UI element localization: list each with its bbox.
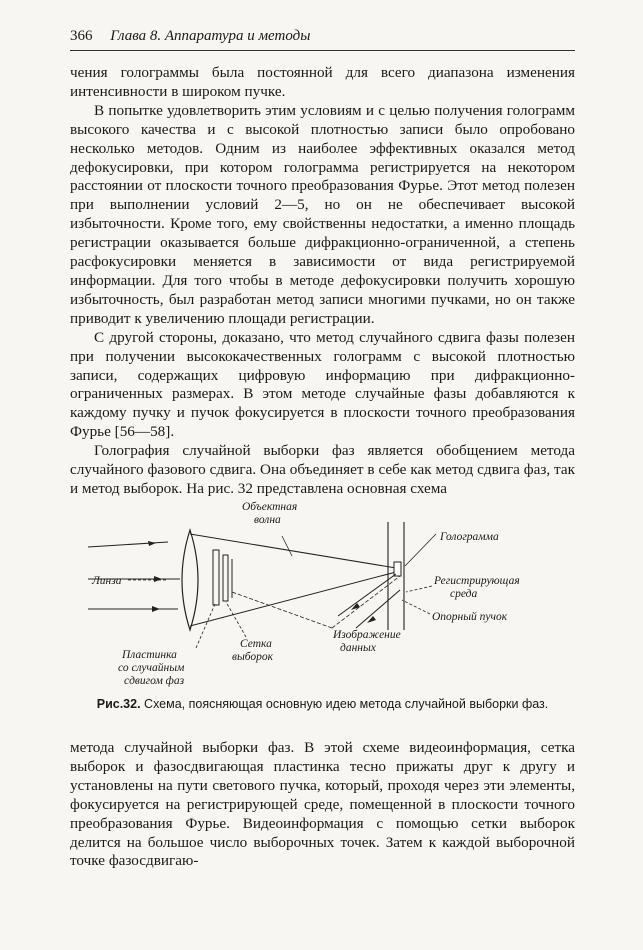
hologram-shape [394,562,401,576]
leader-grid [226,602,246,637]
label-hologram: Голограмма [440,531,499,543]
paragraph: чения голограммы была постоянной для всего диапазона изменения интенсивности в широком пучке. [70,64,575,100]
label-object-wave-1: Объектная [242,501,298,513]
chapter-title: Глава 8. Аппаратура и методы [110,28,311,44]
paragraph: метода случайной выборки фаз. В этой схеме видеоинформация, сетка выборок и фазосдвигающая пластинка тесно прижаты друг к другу и установлены на пути светового пучка, который, проходя через эти элементы, фокусируется на регистрирующей среде, помещенной в плоскости точного преобразования Фурье. Видеоинформация с помощью сетки выборок делится на большое число выборочных точек. Затем к каждой выборочной точке фазосдвигаю- [70,739,575,870]
leader-medium [406,586,432,592]
figure-caption [70,697,575,711]
label-image-2: данных [340,642,376,654]
incoming-beam-top [88,542,168,547]
label-medium-1: Регистрирующая [434,575,520,587]
paragraph: С другой стороны, доказано, что метод случайного сдвига фазы полезен при получении высококачественных голограмм с высокой плотностью записи, содержащих цифровую информацию при дифракционно-ограниченных размерах. В этом методе случайные фазы добавляются к каждому пучку и пучок фокусируется в плоскости точного преобразования Фурье [56—58]. [70,328,575,441]
leader-hologram [405,534,436,566]
caption-text: Схема, поясняющая основную идею метода случайной выборки фаз. [144,697,549,711]
paragraph: Голография случайной выборки фаз является обобщением метода случайного фазового сдвига. Она объединяет в себе как метод сдвига фаз, так и метод выборок. На рис. 32 представлена основная схема [70,442,575,497]
object-wave-upper [190,534,396,568]
label-grid-1: Сетка [240,638,272,650]
label-plate-3: сдвигом фаз [124,675,185,687]
reference-beam-line-1 [338,574,396,616]
lens-shape [182,530,198,630]
label-plate-2: со случайным [118,662,185,674]
sampling-grid-shape [223,555,228,601]
figure-32-diagram [70,490,575,690]
arrow-head [148,541,156,546]
label-lens: Линза [92,575,122,587]
caption-prefix: Рис.32. [96,697,141,711]
label-plate-1: Пластинка [122,649,177,661]
label-grid-2: выборок [232,651,274,663]
page-number: 366 [70,28,93,44]
leader-reference [402,600,430,614]
leader-object-wave [282,536,292,556]
object-wave-lower [190,572,396,626]
page-header [70,28,575,51]
arrow-head [152,606,160,612]
leader-plate [196,604,215,648]
label-image-1: Изображение [333,629,401,641]
reference-beam-line-2 [356,590,400,628]
phase-plate-shape [213,550,219,605]
paragraph: В попытке удовлетворить этим условиям и с целью получения голограмм высокого качества и с высокой плотностью записи было опробовано несколько методов. Одним из наиболее эффективных оказался метод дефокусировки, при котором голограмма регистрируется на некотором расстоянии от плоскости точного преобразования Фурье. Этот метод полезен при выполнении условий 2—5, но он не обеспечивает высокой избыточности. Кроме того, ему свойственны недостатки, а именно площадь регистрации оказывается больше дифракционно-ограниченной, а степень расфокусировки меняется в зависимости от вида регистрируемой информации. Для того чтобы в методе дефокусировки получить хорошую избыточность, был разработан метод записи многими пучками, но он также приводит к увеличению площади регистрации. [70,101,575,327]
text-block-top [70,64,575,499]
label-reference: Опорный пучок [432,611,508,623]
leader-image [232,592,332,628]
label-medium-2: среда [450,588,478,600]
leader-image-2 [332,576,400,628]
label-object-wave-2: волна [254,514,281,526]
arrow-head [154,576,162,582]
arrow-head [351,603,360,610]
text-block-bottom [70,739,575,871]
